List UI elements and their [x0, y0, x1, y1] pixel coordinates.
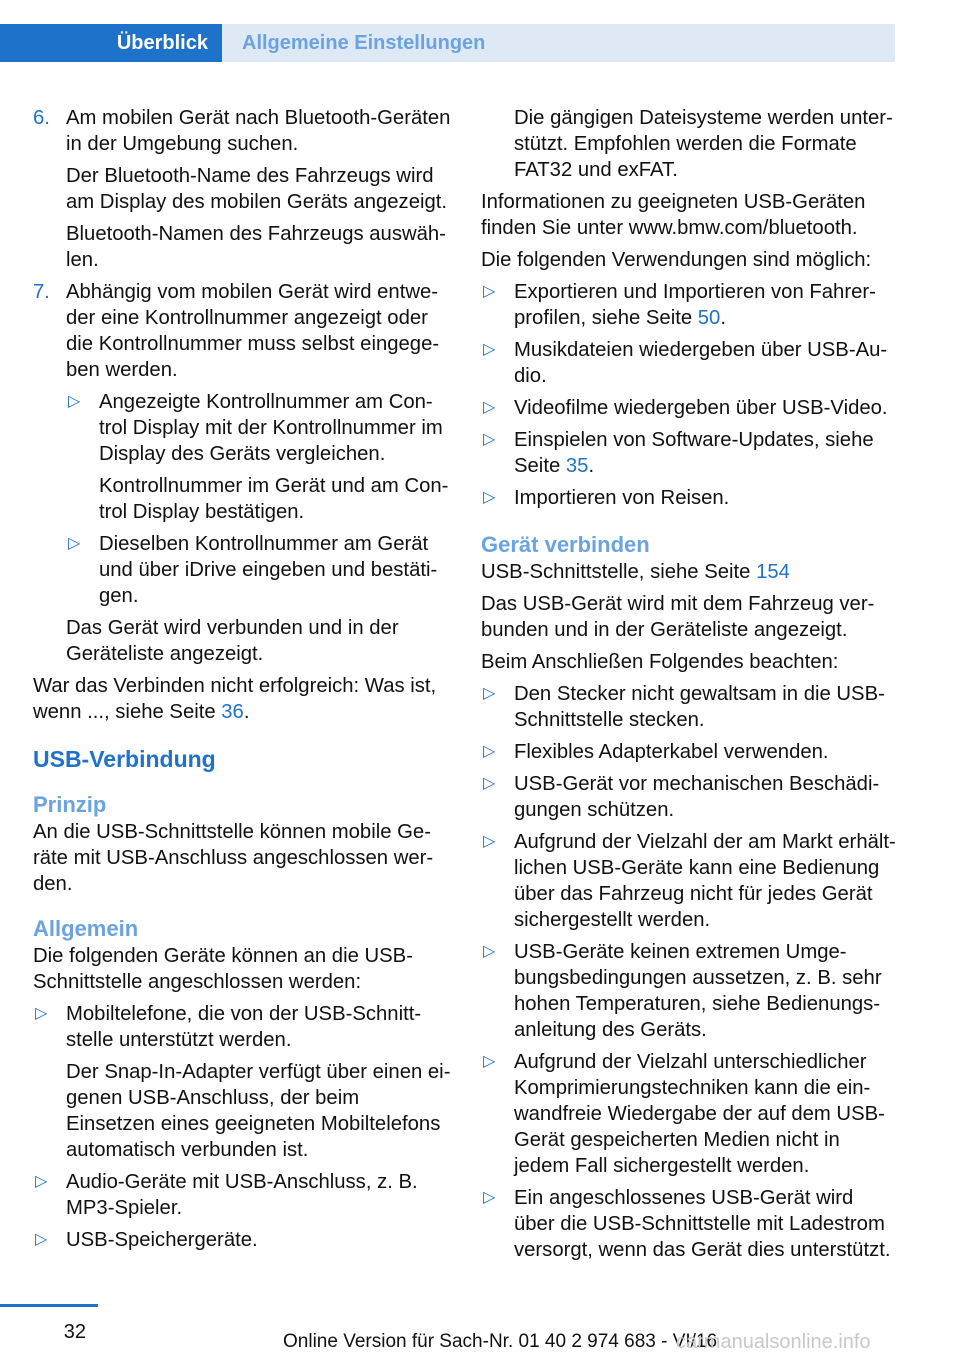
item-subtext: Bluetooth-Namen des Fahrzeugs auswählen. [66, 223, 446, 271]
verbinden-paragraph [481, 559, 897, 585]
bullet-item: ▷ Einspielen von Software-Updates, siehe Seite 35. [483, 429, 874, 477]
bullet-text: Einspielen von Software-Updates, siehe Seite [514, 429, 874, 477]
item-text: Am mobilen Gerät nach Bluetooth-Geräten in der Umgebung suchen. [66, 107, 451, 155]
item-after-text: Das Gerät wird verbunden und in der Geräteliste angezeigt. [66, 617, 399, 665]
bullet-item [481, 739, 897, 765]
bullet-item [481, 485, 897, 511]
footer-divider [0, 1304, 98, 1307]
triangle-bullet-icon: ▷ [35, 1005, 48, 1022]
triangle-bullet-icon: ▷ [35, 1173, 48, 1190]
page-link[interactable]: 50 [697, 307, 721, 329]
bullet-text: Ein angeschlossenes USB-Gerät wird über die USB-Schnittstelle mit Ladestrom versorgt, wenn das Gerät dies unterstützt. [514, 1187, 891, 1261]
item-number: 7. [33, 281, 50, 303]
prinzip-paragraph: An die USB-Schnittstelle können mobile Geräte mit USB-Anschluss angeschlossen werden. [33, 821, 434, 895]
section-heading-usb: USB-Verbindung [33, 746, 216, 772]
uses-intro: Die folgenden Verwendungen sind möglich: [481, 249, 872, 271]
bullet-item [66, 389, 453, 525]
verbinden-paragraph-2: Das USB-Gerät wird mit dem Fahrzeug verbunden und in der Geräteliste angezeigt. [481, 593, 875, 641]
bullet-item [481, 1049, 897, 1179]
triangle-bullet-icon: ▷ [35, 1231, 48, 1248]
bullet-text: Mobiltelefone, die von der USB-Schnittstelle unterstützt werden. [66, 1003, 422, 1051]
right-column [481, 105, 897, 1269]
item-subtext: Der Bluetooth-Name des Fahrzeugs wird am Display des mobilen Geräts angezeigt. [66, 165, 448, 213]
triangle-bullet-icon: ▷ [483, 775, 496, 792]
allgemein-paragraph: Die folgenden Geräte können an die USB-Schnittstelle angeschlossen werden: [33, 945, 413, 993]
triangle-bullet-icon: ▷ [483, 341, 496, 358]
subheading-allgemein: Allgemein [33, 916, 139, 941]
triangle-bullet-icon: ▷ [483, 431, 496, 448]
bullet-text: Audio-Geräte mit USB-Anschluss, z. B. MP3-Spieler. [66, 1171, 418, 1219]
page-link[interactable]: 154 [756, 561, 790, 583]
triangle-bullet-icon: ▷ [483, 743, 496, 760]
triangle-bullet-icon: ▷ [483, 283, 496, 300]
triangle-bullet-icon: ▷ [483, 1053, 496, 1070]
bullet-text: Dieselben Kontrollnummer am Gerät und über iDrive eingeben und bestätigen. [99, 533, 438, 607]
bullet-text: Videofilme wiedergeben über USB-Video. [514, 397, 888, 419]
bullet-item [481, 1185, 897, 1263]
subheading-geraet-verbinden: Gerät verbinden [481, 532, 650, 557]
verbinden-intro: Beim Anschließen Folgendes beachten: [481, 651, 839, 673]
triangle-bullet-icon: ▷ [483, 489, 496, 506]
triangle-bullet-icon: ▷ [483, 685, 496, 702]
bullet-text: Angezeigte Kontrollnummer am Control Display mit der Kontrollnummer im Display des Geräts vergleichen. [99, 391, 443, 465]
left-column [33, 105, 453, 1259]
item-number: 6. [33, 107, 50, 129]
continued-subtext: Die gängigen Dateisysteme werden unterstützt. Empfohlen werden die Formate FAT32 und exFAT. [514, 107, 893, 181]
footer-text: Online Version für Sach-Nr. 01 40 2 974 683 - VI/16 [283, 1331, 718, 1352]
item-text: Abhängig vom mobilen Gerät wird entweder eine Kontrollnummer angezeigt oder die Kontrollnummer muss selbst eingegeben werden. [66, 281, 440, 381]
watermark: carmanualsonline.info [676, 1331, 871, 1353]
bullet-text: Flexibles Adapterkabel verwenden. [514, 741, 829, 763]
tab-ueberblick[interactable]: Überblick [0, 24, 222, 62]
bullet-item [481, 829, 897, 933]
list-item-6 [33, 105, 453, 273]
paragraph-text: War das Verbinden nicht erfolgreich: Was ist, wenn ..., siehe Seite [33, 675, 437, 723]
bullet-text: Musikdateien wiedergeben über USB-Audio. [514, 339, 888, 387]
bullet-text: USB-Gerät vor mechanischen Beschädigungen schützen. [514, 773, 880, 821]
bullet-text: Importieren von Reisen. [514, 487, 730, 509]
subheading-prinzip: Prinzip [33, 792, 107, 817]
bullet-item [481, 939, 897, 1043]
bullet-text: Aufgrund der Vielzahl unterschiedlicher Komprimierungstechniken kann die einwandfreie Wiedergabe der auf dem USB-Gerät gespeicherten Medien nicht in jedem Fall sichergestellt werden. [514, 1051, 885, 1177]
page-number: 32 [63, 1321, 86, 1343]
bullet-text: Den Stecker nicht gewaltsam in die USB-Schnittstelle stecken. [514, 683, 885, 731]
list-item-7 [33, 279, 453, 667]
bullet-text: USB-Geräte keinen extremen Umgebungsbedingungen aussetzen, z. B. sehr hohen Temperaturen, siehe Bedienungsanleitung des Geräts. [514, 941, 882, 1041]
triangle-bullet-icon: ▷ [483, 399, 496, 416]
triangle-bullet-icon: ▷ [483, 1189, 496, 1206]
page-link[interactable]: 36 [221, 701, 244, 723]
bullet-item [481, 395, 897, 421]
bullet-item [33, 1169, 453, 1221]
bullet-item: ▷ Exportieren und Importieren von Fahrerprofilen, siehe Seite 50. [483, 281, 876, 329]
bullet-item [33, 1001, 453, 1163]
triangle-bullet-icon: ▷ [483, 943, 496, 960]
bullet-text: USB-Speichergeräte. [66, 1229, 258, 1251]
page-link[interactable]: 35 [565, 455, 589, 477]
bullet-text: Exportieren und Importieren von Fahrerprofilen, siehe Seite [514, 281, 876, 329]
header-bar [0, 24, 895, 62]
fail-paragraph [33, 673, 453, 725]
bullet-item [481, 771, 897, 823]
info-paragraph: Informationen zu geeigneten USB-Geräten finden Sie unter www.bmw.com/bluetooth. [481, 191, 866, 239]
bullet-subtext: Kontrollnummer im Gerät und am Control Display bestätigen. [99, 475, 449, 523]
triangle-bullet-icon: ▷ [68, 393, 81, 410]
bullet-subtext: Der Snap-In-Adapter verfügt über einen eigenen USB-Anschluss, der beim Einsetzen eines geeigneten Mobiltelefons automatisch verbunden ist. [66, 1061, 451, 1161]
bullet-item [481, 681, 897, 733]
triangle-bullet-icon: ▷ [483, 833, 496, 850]
triangle-bullet-icon: ▷ [68, 535, 81, 552]
bullet-item [66, 531, 453, 609]
bullet-text: Aufgrund der Vielzahl der am Markt erhältlichen USB-Geräte kann eine Bedienung über das Fahrzeug nicht für jedes Gerät sichergestellt werden. [514, 831, 896, 931]
paragraph-text: . [243, 701, 250, 723]
bullet-item [33, 1227, 453, 1253]
paragraph-text: USB-Schnittstelle, siehe Seite [481, 561, 757, 583]
bullet-item [481, 337, 897, 389]
tab-allgemeine-einstellungen[interactable]: Allgemeine Einstellungen [242, 32, 486, 54]
